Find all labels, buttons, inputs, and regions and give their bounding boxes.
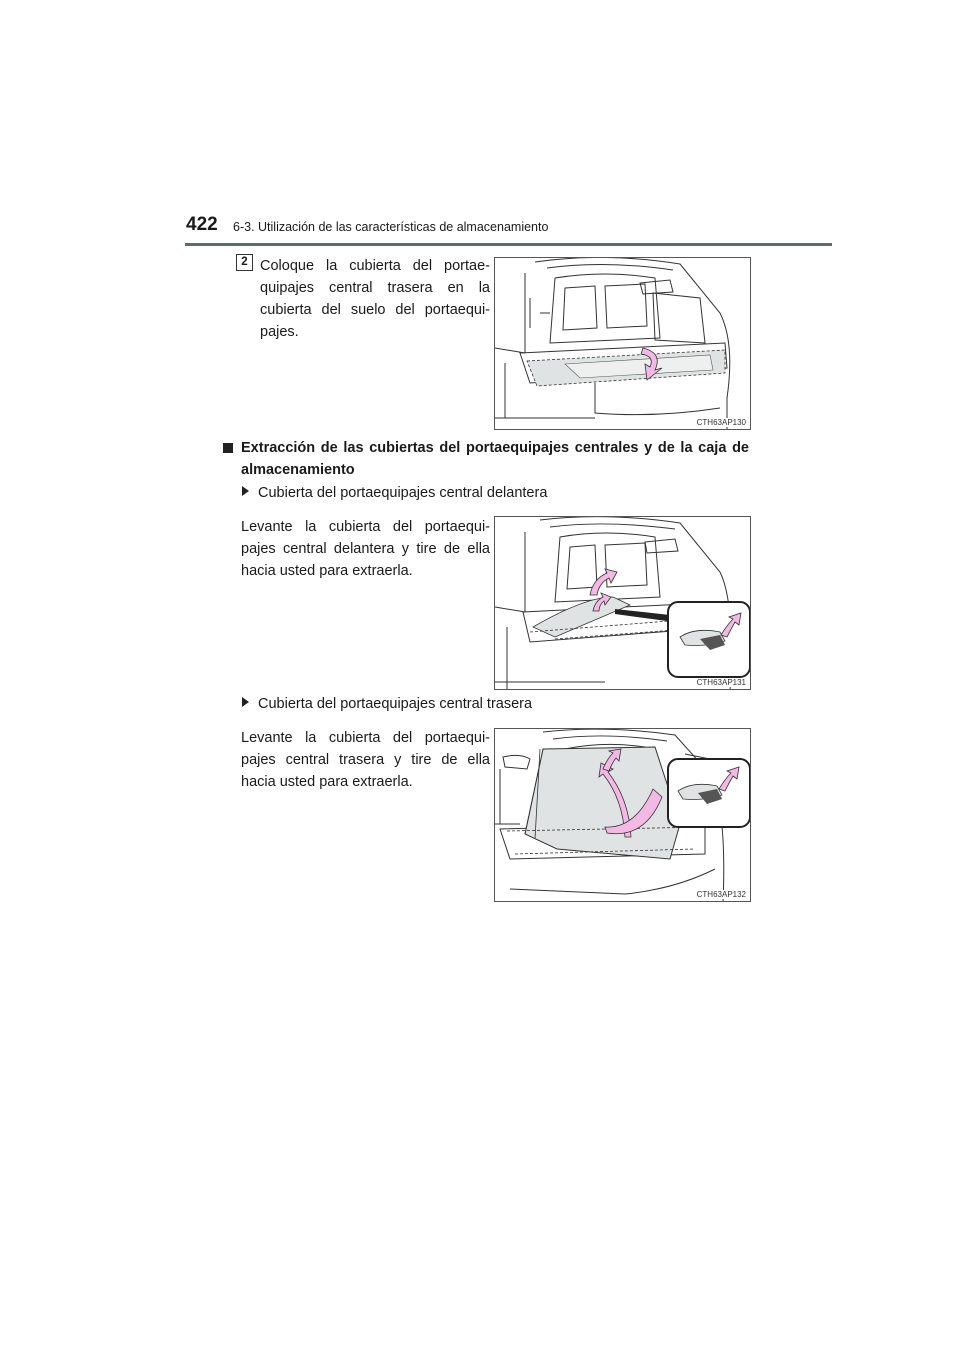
cargo-area-illustration <box>495 258 751 430</box>
step-badge: 2 <box>236 254 253 271</box>
figure-code: CTH63AP132 <box>696 890 746 899</box>
step2-text: Coloque la cubierta del portae-quipajes central trasera en la cubierta del suelo del portaequi-pajes. <box>260 258 490 340</box>
figure-code: CTH63AP130 <box>696 418 746 427</box>
bullet-rear-label: Cubierta del portaequipajes central trasera <box>258 696 533 712</box>
figure-remove-rear-cover <box>494 728 751 902</box>
removal-heading-text: Extracción de las cubiertas del portaequipajes centrales y de la caja de almacenamiento <box>241 440 749 478</box>
triangle-bullet-icon <box>242 486 249 496</box>
front-cover-text: Levante la cubierta del portaequi-pajes central delantera y tire de ella hacia usted para extraerla. <box>241 519 490 579</box>
bullet-rear-cover <box>242 696 532 712</box>
cargo-area-illustration <box>495 517 751 690</box>
cargo-area-illustration <box>495 729 751 902</box>
figure-code: CTH63AP131 <box>696 678 746 687</box>
triangle-bullet-icon <box>242 697 249 707</box>
bullet-front-cover <box>242 485 547 501</box>
removal-heading <box>223 437 749 481</box>
figure-place-rear-cover <box>494 257 751 430</box>
page-number: 422 <box>186 214 218 235</box>
figure-remove-front-cover <box>494 516 751 690</box>
section-title: 6-3. Utilización de las características de almacenamiento <box>233 220 549 234</box>
rear-cover-text: Levante la cubierta del portaequi-pajes central trasera y tire de ella hacia usted para extraerla. <box>241 730 490 790</box>
header-rule <box>185 243 832 246</box>
bullet-front-label: Cubierta del portaequipajes central delantera <box>258 485 548 501</box>
square-bullet-icon <box>223 443 233 453</box>
